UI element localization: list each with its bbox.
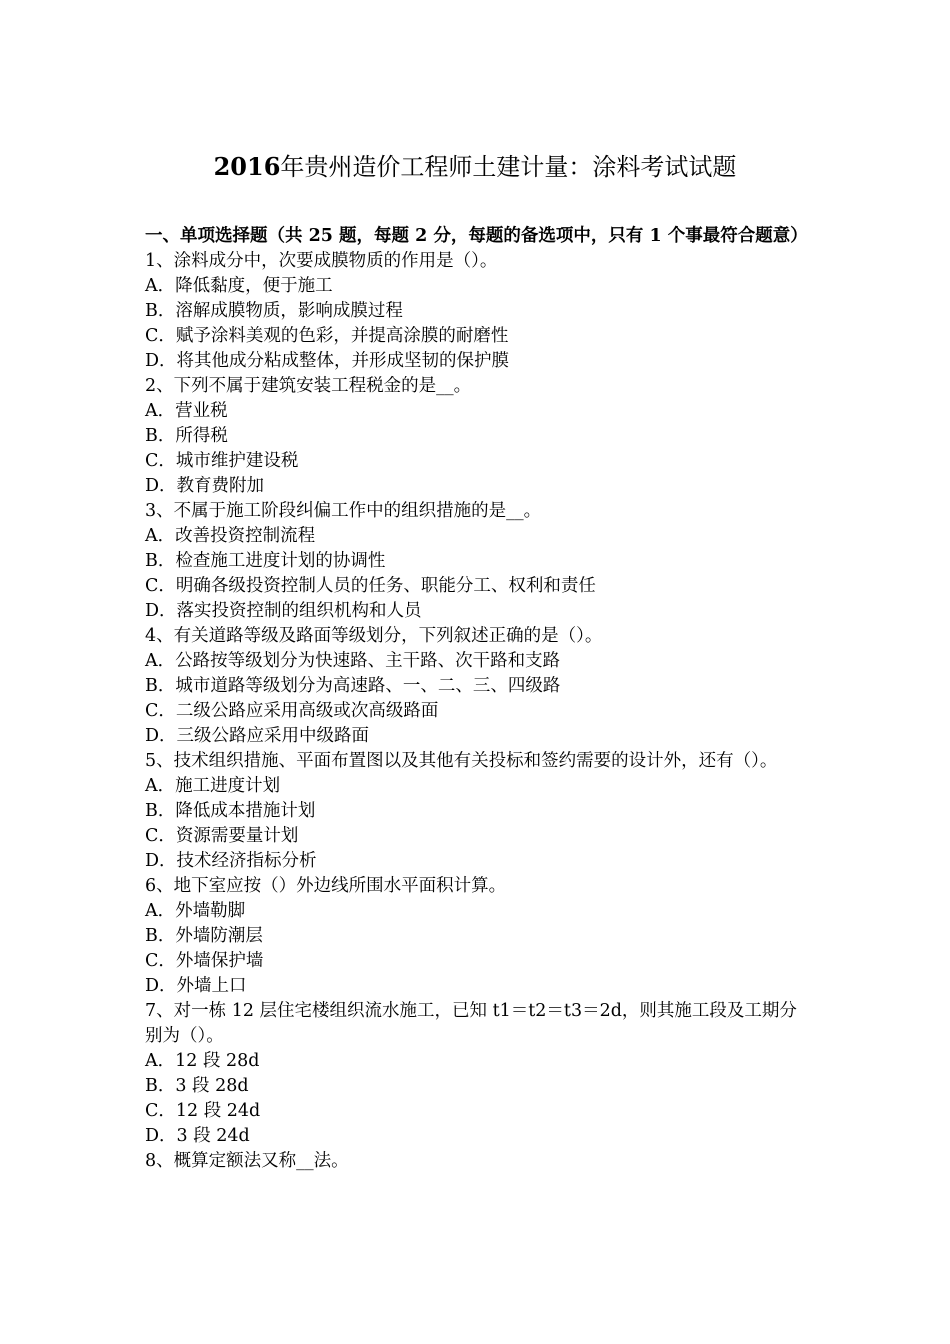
question-stem: 8、概算定额法又称__法。 <box>145 1151 349 1171</box>
question-stem: 5、技术组织措施、平面布置图以及其他有关投标和签约需要的设计外，还有（）。 <box>145 751 778 771</box>
option-a: A．公路按等级划分为快速路、主干路、次干路和支路 <box>145 651 561 671</box>
option-d: D．三级公路应采用中级路面 <box>145 726 370 746</box>
question-7 <box>145 999 810 1149</box>
option-d: D．将其他成分粘成整体，并形成坚韧的保护膜 <box>145 351 510 371</box>
option-b: B．检查施工进度计划的协调性 <box>145 551 386 571</box>
document-body <box>145 224 810 1174</box>
title-year: 2016 <box>213 152 281 181</box>
question-stem: 6、地下室应按（）外边线所围水平面积计算。 <box>145 876 507 896</box>
option-a: A．降低黏度，便于施工 <box>145 276 333 296</box>
option-a: A．外墙勒脚 <box>145 901 246 921</box>
question-4 <box>145 624 810 749</box>
option-c: C．城市维护建设税 <box>145 451 299 471</box>
option-d: D．技术经济指标分析 <box>145 851 317 871</box>
document-title <box>0 150 950 184</box>
option-a: A．施工进度计划 <box>145 776 281 796</box>
option-d: D．教育费附加 <box>145 476 265 496</box>
question-5 <box>145 749 810 874</box>
question-6 <box>145 874 810 999</box>
option-b: B．外墙防潮层 <box>145 926 263 946</box>
option-d: D．3 段 24d <box>145 1126 250 1146</box>
question-8 <box>145 1149 810 1174</box>
option-c: C．外墙保护墙 <box>145 951 264 971</box>
option-c: C．12 段 24d <box>145 1101 261 1121</box>
option-d: D．落实投资控制的组织机构和人员 <box>145 601 422 621</box>
question-stem: 3、不属于施工阶段纠偏工作中的组织措施的是__。 <box>145 501 542 521</box>
option-b: B．所得税 <box>145 426 228 446</box>
option-c: C．资源需要量计划 <box>145 826 299 846</box>
question-stem: 4、有关道路等级及路面等级划分，下列叙述正确的是（）。 <box>145 626 603 646</box>
option-a: A．营业税 <box>145 401 228 421</box>
option-c: C．二级公路应采用高级或次高级路面 <box>145 701 439 721</box>
question-3 <box>145 499 810 624</box>
option-b: B．城市道路等级划分为高速路、一、二、三、四级路 <box>145 676 561 696</box>
option-c: C．赋予涂料美观的色彩，并提高涂膜的耐磨性 <box>145 326 509 346</box>
section-heading: 一、单项选择题（共 25 题，每题 2 分，每题的备选项中，只有 1 个事最符合题意） <box>145 226 808 246</box>
question-1 <box>145 249 810 374</box>
option-b: B．3 段 28d <box>145 1076 249 1096</box>
question-stem: 1、涂料成分中，次要成膜物质的作用是（）。 <box>145 251 498 271</box>
option-d: D．外墙上口 <box>145 976 247 996</box>
title-text: 年贵州造价工程师土建计量：涂料考试试题 <box>280 153 737 181</box>
question-2 <box>145 374 810 499</box>
option-a: A．改善投资控制流程 <box>145 526 316 546</box>
option-a: A．12 段 28d <box>145 1051 260 1071</box>
option-c: C．明确各级投资控制人员的任务、职能分工、权利和责任 <box>145 576 596 596</box>
option-b: B．溶解成膜物质，影响成膜过程 <box>145 301 403 321</box>
question-stem: 7、对一栋 12 层住宅楼组织流水施工，已知 t1＝t2＝t3＝2d，则其施工段及工期分别为（）。 <box>145 1001 797 1046</box>
question-stem: 2、下列不属于建筑安装工程税金的是__。 <box>145 376 472 396</box>
option-b: B．降低成本措施计划 <box>145 801 316 821</box>
